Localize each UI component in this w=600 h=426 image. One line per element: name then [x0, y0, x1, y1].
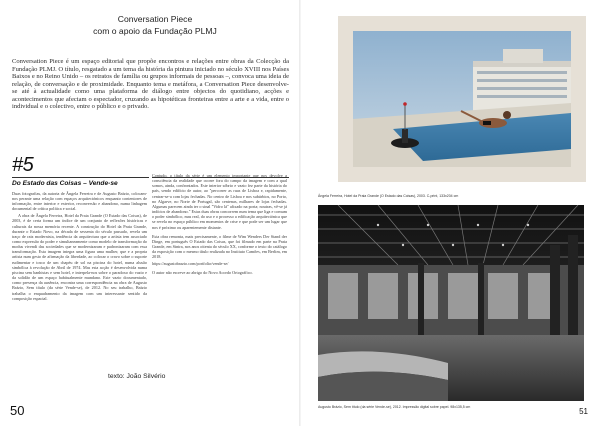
pool-scene-illustration: [353, 31, 571, 167]
article-subtitle: Do Estado das Coisas – Vende-se: [12, 180, 118, 187]
article-number: #5: [12, 154, 34, 176]
intro-paragraph: Conversation Piece é um espaço editorial que propõe encontros e relações entre obras da Colecção da Fundação PLMJ. O título, resgatado a um tema da história da pintura iniciado no século XVIII nos Países Baixos e no Reino Unido – os retratos de família ou grupos informais de pessoas –, convoca uma ideia de relação, de conversação e de proximidade. Enquanto tema e metáfora, a Conversation Piece desenvolve-se até à actualidade como uma plataforma de diálogo entre objectos do quotidiano, acções e acontecimentos que afectam o espectador, cruzando as hipotéticas fronteiras entre a arte e a vida, entre o individual e o colectivo, entre o público e o privado.: [12, 58, 289, 110]
title-line-1: Conversation Piece: [117, 14, 193, 24]
page-number-left: 50: [10, 403, 25, 418]
article-column-1: [12, 191, 147, 302]
abandoned-interior-illustration: [318, 205, 584, 401]
footnote: Esta obra remonta, mais precisamente, o filme de Wim Wenders Der Stand der Dinge, em português O Estado das Coisas, que foi filmado em parte na Praia Grande, em Sintra, nos anos oitenta do século XX, conforme o texto do catálogo da exposição com o mesmo título realizada no Instituto Camões, em Berlim, em 2018.: [152, 233, 287, 260]
section-title: [60, 13, 250, 37]
photo-caption-2: Augusto Brázio, Sem título (da série Vende-se), 2012. Impressão digital sobre papel. 98x135,5 cm: [318, 405, 471, 409]
article-column-2: [152, 173, 287, 277]
hotel-pool-photo: [353, 31, 571, 167]
footnote-link[interactable]: https://augustobrazio.com/portfolio/vende-se/: [152, 261, 229, 267]
photo-caption-1: Ângela Ferreira, Hotel da Praia Grande (O Estado das Coisas), 2003. C-print, 133x204 cm: [318, 194, 459, 198]
column-paragraph: Duas fotografias, da autoria de Ângela Ferreira e de Augusto Brázio, colocam-nos perante uma relação com espaços arquitectónicos enquanto contentores de informação, entre interior e exterior, reconversão e abandono, numa linhagem documental de crítica política e social.: [12, 191, 147, 212]
column-paragraph: A obra de Ângela Ferreira, Hotel da Praia Grande (O Estado das Coisas), de 2003, é de certa forma um índice de um conjunto de reflexões históricas e culturais da nossa memória recente. A construção do Hotel da Praia Grande, durante o Estado Novo, na década de sessenta do século passado, revela um traço de raiz modernista, tendência da arquitectura que a artista tem associado como expressão do poder e simultaneamente como modelo de transformação do modus vivendi das sociedades que se modernizaram e padronizaram com essa transformação. Esta imagem integra uma figura uma mulher, que e a propria artista num gesto de afirmação da liberdade, ao colocar o cravo sobre o suporte rudimentar e tosco de um chapéu de sol na piscina do hotel, numa alusão simbólica à revolução de Abril de 1974. Mas esta acção é desenvolvida numa piscina sem banhistas e sem hotel, e interpela-nos sobre o paradoxo do vazio e da solidão de um espaço habitualmente mundano. Este vazio documentado, como presença da ausência, encontra uma correspondência na obra de Augusto Brázio, Sem título (da série Vende-se), de 2012. No seu trabalho, Brázio trabalha o enquadramento da imagem com um interessante sentido da composição espacial.: [12, 213, 147, 301]
text-credit: texto: João Silvério: [108, 373, 166, 380]
interior-photo: [318, 205, 584, 401]
orthography-note: O autor não escreve ao abrigo do Novo Acordo Ortográfico.: [152, 270, 253, 276]
page-number-right: 51: [579, 407, 588, 416]
page-gutter: [299, 0, 301, 426]
column-paragraph: Contudo, o título da série é um elemento importante que nos devolve a consciência da realidade que ocorre fora do campo da imagem e com a qual somos, ainda, confrontados. Este interior sóbrio e vazio fez parte da história do país, sendo edifício de autor, ao "percorrer as ruas de Lisboa e, rapidamente, centrar-se-a com lojas fechadas. No centro de Lisboa e nos subúrbios, no Porto, no Algarve, no Norte de Portugal, são centenas, milhares de lojas fechadas. Algumas parecem ainda ter o sinal "Vidro lá" afixado na porta; noutras, vê-se já indícios de abandono." Estas duas obras concorrem num tema que liga e comum o poder simbólico, mas real, do uso e o processo a edificação arquitectónica que se revela no espaço público em momentos de crise e que pode ser um lugar que nos é próximo ou aparentemente distante.: [152, 173, 287, 230]
intro-text: [12, 58, 289, 111]
framed-photograph: [338, 16, 586, 182]
title-line-2: com o apoio da Fundação PLMJ: [93, 26, 217, 36]
divider-rule: [12, 177, 149, 178]
